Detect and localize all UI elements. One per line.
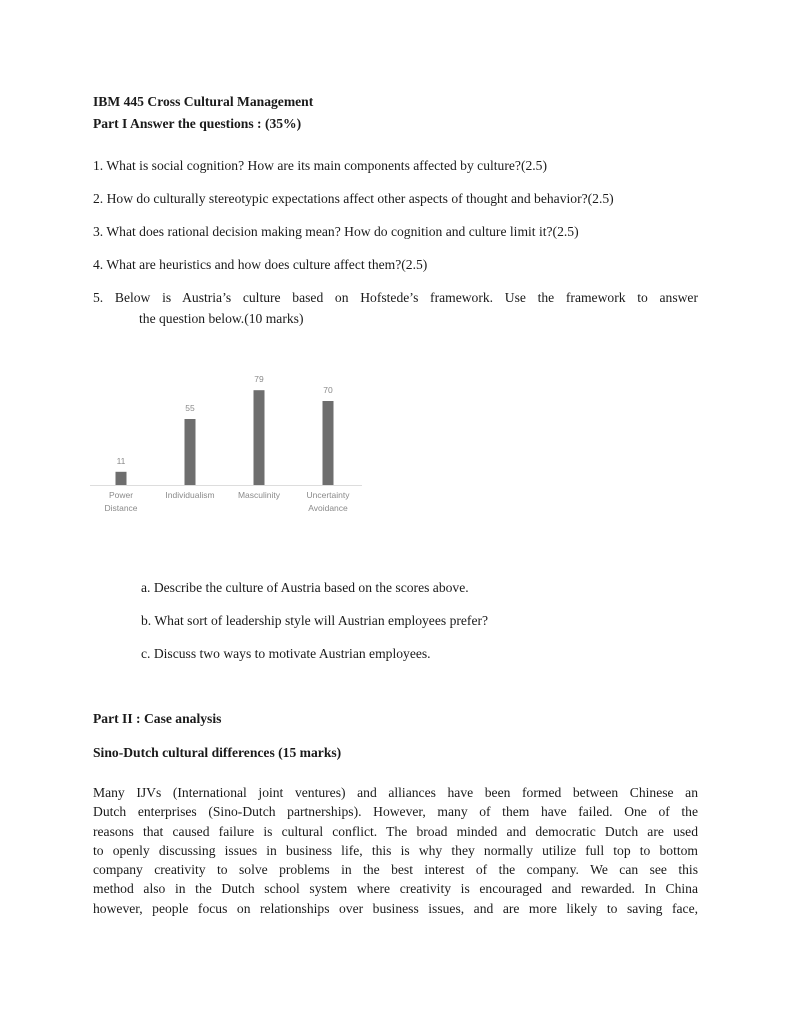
question-2: 2. How do culturally stereotypic expectations affect other aspects of thought and behavior?(2.5) (93, 191, 614, 206)
question-1: 1. What is social cognition? How are its main components affected by culture?(2.5) (93, 158, 547, 173)
part1-title: Part I Answer the questions : (35%) (93, 116, 302, 131)
data-label: 55 (185, 403, 195, 413)
category-label: Power (108, 490, 134, 500)
paragraph-line: method also in the Dutch school system where creativity is encouraged and rewarded. In China (93, 881, 698, 897)
paragraph-line: however, people focus on relationships over business issues, and are more likely to saving face, (93, 900, 698, 916)
category-label: Uncertainty (306, 490, 350, 500)
paragraph-line: company creativity to solve problems in the best interest of the company. We can see this (93, 862, 698, 878)
data-label: 79 (254, 374, 264, 385)
course-title: IBM 445 Cross Cultural Management (93, 94, 314, 109)
case-paragraph (93, 783, 698, 918)
hofstede-bar-chart (90, 362, 375, 522)
category-label: Masculinity (237, 490, 281, 500)
data-label: 70 (323, 385, 333, 395)
question-4: 4. What are heuristics and how does culture affect them?(2.5) (93, 257, 428, 272)
category-label: Distance (104, 503, 138, 513)
paragraph-line: to openly discussing issues in business life, this is why they normally utilize full top to bottom (93, 842, 698, 858)
data-label: 11 (116, 455, 126, 466)
category-label: Avoidance (308, 503, 348, 513)
paragraph-line: reasons that caused failure is cultural conflict. The broad minded and democratic Dutch are used (93, 823, 698, 839)
question-5-line-1: 5. Below is Austria’s culture based on Hofstede’s framework. Use the framework to answer (93, 290, 698, 305)
bar (254, 390, 265, 485)
paragraph-line: Many IJVs (International joint ventures) and alliances have been formed between Chinese an (93, 785, 698, 800)
category-label: Individualism (165, 490, 215, 500)
bar (185, 419, 196, 485)
bar (323, 401, 334, 485)
paragraph-line: Dutch enterprises (Sino-Dutch partnerships). However, many of them have failed. One of the (93, 804, 698, 820)
subquestion-c: c. Discuss two ways to motivate Austrian employees. (141, 646, 431, 661)
subquestion-a: a. Describe the culture of Austria based on the scores above. (141, 580, 469, 595)
question-5-line-2: the question below.(10 marks) (139, 311, 304, 326)
question-3: 3. What does rational decision making mean? How do cognition and culture limit it?(2.5) (93, 224, 579, 239)
bar (116, 472, 127, 485)
subquestion-b: b. What sort of leadership style will Austrian employees prefer? (141, 613, 489, 628)
case-title: Sino-Dutch cultural differences (15 marks) (93, 745, 342, 760)
part2-title: Part II : Case analysis (93, 711, 222, 726)
